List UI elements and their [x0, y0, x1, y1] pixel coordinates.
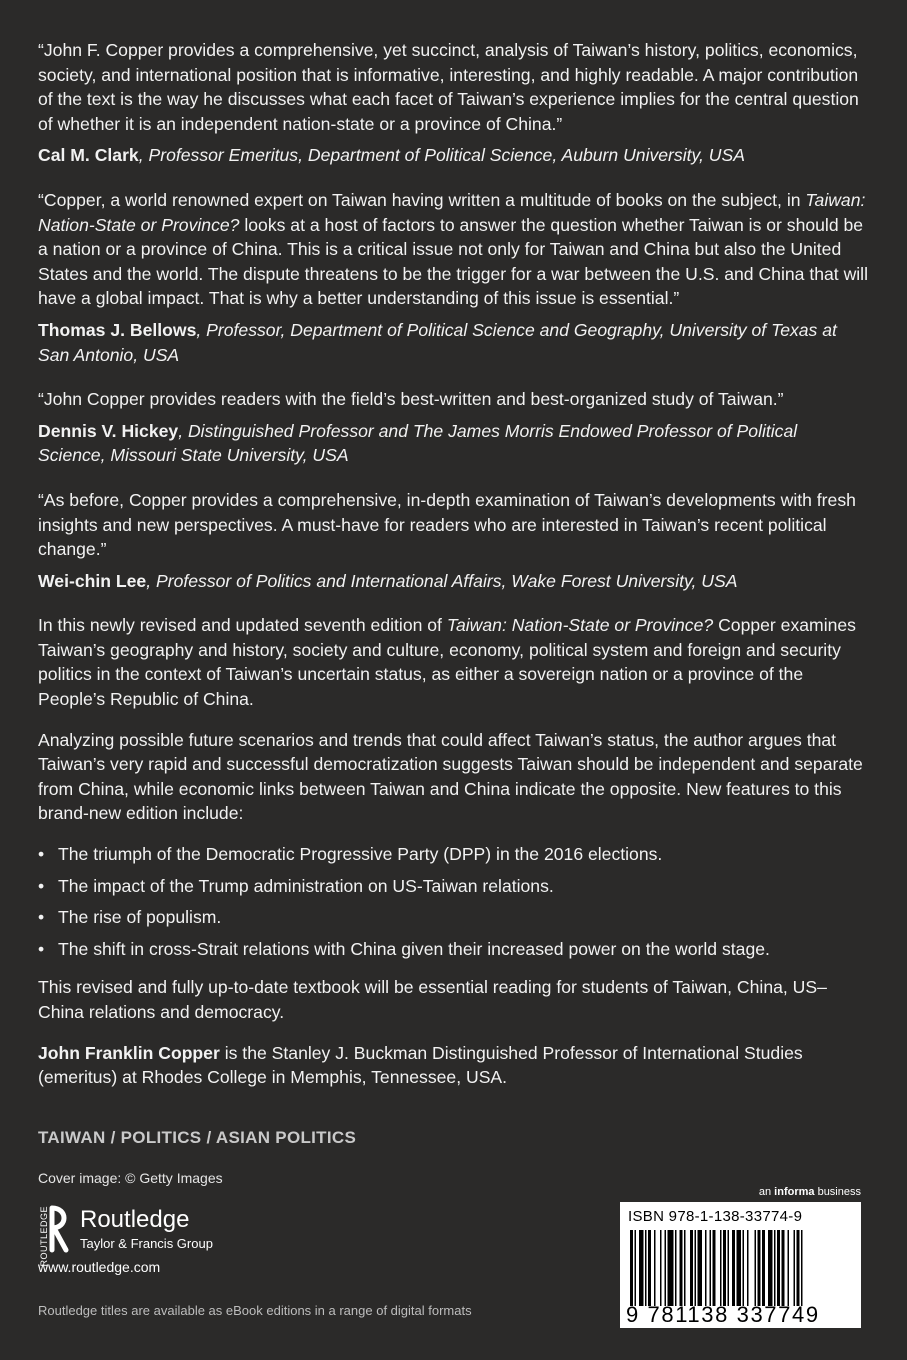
- barcode-bar: [747, 1230, 749, 1306]
- barcode-bar: [777, 1230, 780, 1306]
- barcode-bar: [788, 1230, 790, 1306]
- cover-image-credit: Cover image: © Getty Images: [38, 1170, 223, 1186]
- review-4: [38, 488, 868, 593]
- book-title: Taiwan: Nation-State or Province?: [38, 189, 866, 235]
- description-paragraph-3: This revised and fully up-to-date textbook will be essential reading for students of Taiwan, China, US–China relations and democracy.: [38, 977, 827, 1022]
- review-attribution: [38, 419, 868, 468]
- publisher-website[interactable]: www.routledge.com: [38, 1259, 161, 1275]
- barcode-bar: [755, 1230, 757, 1306]
- barcode-bar: [654, 1230, 656, 1306]
- reviewer-name: Dennis V. Hickey: [38, 420, 179, 441]
- author-name: John Franklin Copper: [38, 1042, 220, 1063]
- list-item: • The impact of the Trump administration on US-Taiwan relations.: [38, 874, 868, 899]
- barcode-bar: [668, 1230, 674, 1306]
- barcode-bar: [690, 1230, 693, 1306]
- subject-category: TAIWAN / POLITICS / ASIAN POLITICS: [38, 1128, 357, 1147]
- barcode-bar: [648, 1230, 651, 1306]
- barcode-bar: [728, 1230, 730, 1306]
- publisher-group: Taylor & Francis Group: [80, 1236, 213, 1251]
- review-attribution: [38, 143, 868, 168]
- isbn-label: ISBN 978-1-138-33774-9: [628, 1208, 803, 1225]
- barcode-digits: 9 781138 337749: [626, 1302, 820, 1327]
- description-paragraph-1: [38, 613, 868, 711]
- review-quote: “As before, Copper provides a comprehensive, in-depth examination of Taiwan’s developments with fresh insights and new perspectives. A must-have for readers who are interested in Taiwan’s recent political change.”: [38, 489, 856, 560]
- barcode-bar: [768, 1230, 773, 1306]
- barcode-bar: [774, 1230, 776, 1306]
- review-2: [38, 188, 868, 367]
- list-item: • The triumph of the Democratic Progressive Party (DPP) in the 2016 elections.: [38, 842, 868, 867]
- isbn-barcode: [620, 1202, 861, 1328]
- review-quote: “John Copper provides readers with the field’s best-written and best-organized study of Taiwan.”: [38, 389, 784, 410]
- barcode-bar: [737, 1230, 742, 1306]
- reviewer-title: , Professor, Department of Political Science and Geography, University of Texas at San Antonio, USA: [38, 319, 837, 365]
- barcode-bar: [797, 1230, 800, 1306]
- quote-text: “Copper, a world renowned expert on Taiwan having written a multitude of books on the subject, in: [38, 189, 806, 210]
- barcode-bar: [680, 1230, 683, 1306]
- informa-tagline: [759, 1186, 861, 1198]
- barcode-bar: [645, 1230, 647, 1306]
- barcode-bar: [684, 1230, 686, 1306]
- review-attribution: [38, 318, 868, 367]
- barcode-bar: [743, 1230, 745, 1306]
- barcode-bar: [732, 1230, 735, 1306]
- reviewer-title: , Professor of Politics and International Affairs, Wake Forest University, USA: [146, 570, 738, 591]
- barcode-bar: [720, 1230, 722, 1306]
- barcode-bars: [626, 1230, 855, 1306]
- informa-text: an: [758, 1186, 775, 1198]
- barcode-bar: [695, 1230, 697, 1306]
- ebook-note: Routledge titles are available as eBook editions in a range of digital formats: [38, 1303, 472, 1318]
- barcode-bar: [675, 1230, 677, 1306]
- para-text: Copper examines Taiwan’s geography and history, society and culture, economy, political system and foreign and security politics in the context of Taiwan’s uncertain status, as either a sovereign nation or a province of the People’s Republic of China.: [38, 615, 856, 710]
- barcode-bar: [794, 1230, 796, 1306]
- review-1: [38, 38, 868, 168]
- barcode-bar: [665, 1230, 667, 1306]
- publisher-name: Routledge: [80, 1206, 190, 1233]
- barcode-bar: [660, 1230, 662, 1306]
- reviewer-title: , Distinguished Professor and The James Morris Endowed Professor of Political Science, Missouri State University, USA: [38, 420, 798, 466]
- author-bio: [38, 1041, 868, 1090]
- description-paragraph-2: Analyzing possible future scenarios and trends that could affect Taiwan’s status, the author argues that Taiwan’s very rapid and successful democratization suggests Taiwan should be independent and separate from China, while economic links between Taiwan and China indicate the opposite. New features to this brand-new edition include:: [38, 729, 863, 824]
- barcode-bar: [705, 1230, 707, 1306]
- informa-text: business: [814, 1186, 861, 1198]
- list-item: • The rise of populism.: [38, 905, 868, 930]
- reviewer-name: Cal M. Clark: [38, 145, 139, 166]
- barcode-bar: [639, 1230, 644, 1306]
- review-attribution: [38, 569, 868, 594]
- barcode-bar: [762, 1230, 765, 1306]
- barcode-bar: [698, 1230, 703, 1306]
- barcode-bar: [723, 1230, 726, 1306]
- quote-text: looks at a host of factors to answer the question whether Taiwan is or should be a nation or a province of China. This is a critical issue not only for Taiwan and China but also the United States and the world. The dispute threatens to be the trigger for a war between the U.S. and China that will have a global impact. That is why a better understanding of this issue is essential.”: [38, 214, 868, 309]
- author-bio-text: is the Stanley J. Buckman Distinguished Professor of International Studies (emeritus) at Rhodes College in Memphis, Tennessee, USA.: [38, 1042, 803, 1088]
- publisher-vertical-text: ROUTLEDGE: [39, 1206, 49, 1267]
- routledge-r-icon: [38, 1204, 72, 1267]
- barcode-bar: [635, 1230, 637, 1306]
- barcode-bar: [630, 1230, 633, 1306]
- barcode-bar: [710, 1230, 712, 1306]
- reviewer-name: Wei-chin Lee: [38, 570, 147, 591]
- review-3: [38, 387, 868, 468]
- barcode-bar: [713, 1230, 716, 1306]
- barcode-bar: [782, 1230, 785, 1306]
- review-quote: “John F. Copper provides a comprehensive, yet succinct, analysis of Taiwan’s history, politics, economics, society, and international position that is informative, interesting, and highly readable. A major contribution of the text is the way he discusses what each facet of Taiwan’s experience implies for the central question of whether it is an independent nation-state or a province of China.”: [38, 40, 859, 134]
- review-quote: [38, 188, 868, 311]
- informa-brand: informa: [774, 1186, 815, 1198]
- reviewer-name: Thomas J. Bellows: [38, 319, 197, 340]
- barcode-bar: [801, 1230, 803, 1306]
- barcode-bar: [758, 1230, 761, 1306]
- back-cover-content: [38, 38, 868, 1106]
- para-text: In this newly revised and updated seventh edition of: [38, 615, 447, 636]
- feature-list: [38, 842, 868, 961]
- reviewer-title: , Professor Emeritus, Department of Political Science, Auburn University, USA: [138, 145, 745, 166]
- list-item: • The shift in cross-Strait relations with China given their increased power on the world stage.: [38, 937, 868, 962]
- book-title: Taiwan: Nation-State or Province?: [446, 615, 714, 636]
